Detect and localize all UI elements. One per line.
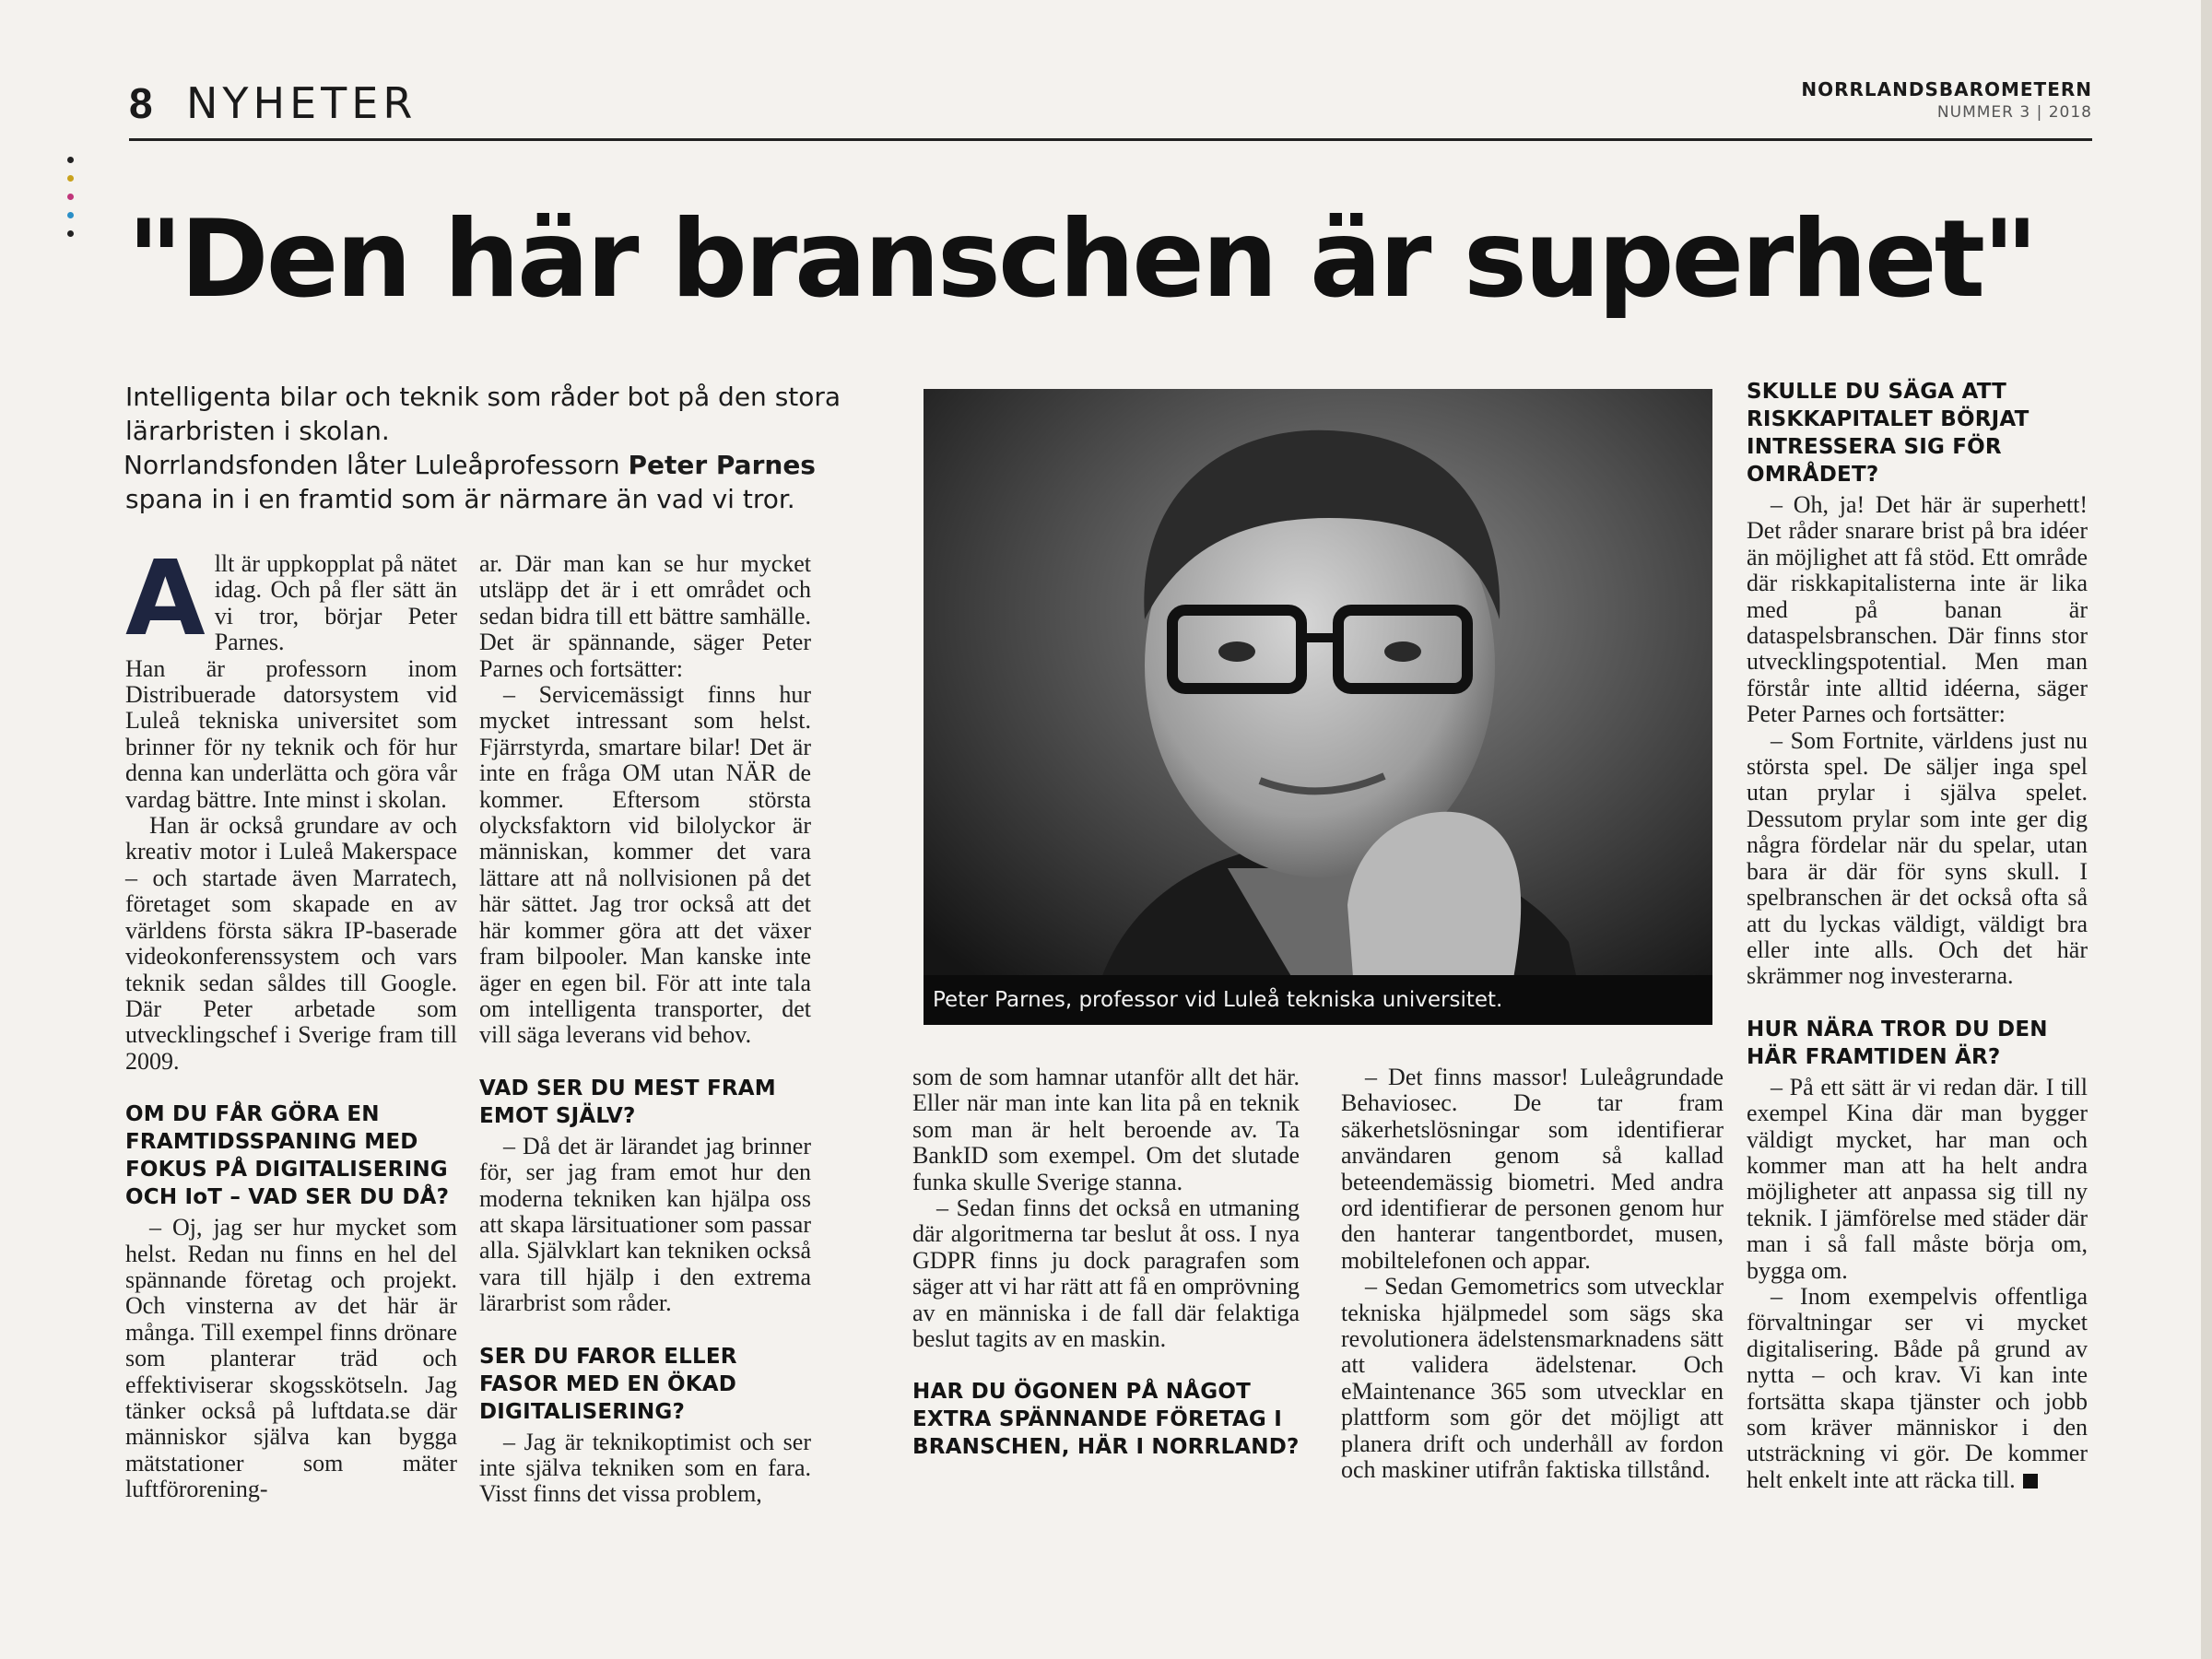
article-paragraph: – Servicemässigt finns hur mycket intressant som helst. Fjärrstyrda, smartare bilar! Det är inte en fråga OM utan NÄR de kommer. Eftersom största olycksfaktorn vid bilolyckor är människan, kommer det vara lättare att nå nollvisionen på det här sättet. Jag tror också att det här kommer göra att det växer fram bilpooler. Man kanske inte äger en egen bil. För att inte tala om intelligenta transporter, det vill säga leverans vid behov.: [479, 681, 811, 1049]
article-paragraph: [125, 539, 457, 659]
interview-answer: – Som Fortnite, världens just nu största spel. De säljer inga spel utan prylar i själva spelet. Dessutom prylar som inte ger dig några fördelar när du spelar, utan bara är där för syns skull. I spelbranschen är det också ofta så att du lyckas väldigt, väldigt bra eller inte alls. Och det här skrämmer nog investerarna.: [1747, 726, 2088, 990]
registration-dot: [67, 230, 74, 237]
interview-answer: – På ett sätt är vi redan där. I till exempel Kina där man bygger väldigt mycket, har man och kommer man att ha helt andra möjligheter att anpassa sig till ny teknik. I jämförelse med städer där man i så fall måste börja om, bygga om.: [1747, 1073, 2088, 1284]
interview-question: OM DU FÅR GÖRA EN FRAMTIDSSPANING MED FOKUS PÅ DIGITALISERING OCH IoT – VAD SER DU DÅ?: [125, 1102, 450, 1210]
intro-text: llt är uppkopplat på nätet idag. Och på fler sätt än vi tror, börjar Peter Parnes.: [214, 550, 457, 656]
interview-answer: – Sedan Gemometrics som utvecklar tekniska hjälpmedel som sägs ska revolutionera ädelstensmarknadens sätt att validera ädelstenar. Och eMaintenance 365 som utvecklar en plattform som gör det möjligt att planera drift och underhåll av fordon och maskiner utifrån faktiska tillstånd.: [1341, 1273, 1724, 1484]
registration-dot: [67, 175, 74, 182]
interview-question: SER DU FAROR ELLER FASOR MED EN ÖKAD DIGITALISERING?: [479, 1344, 737, 1424]
article-paragraph: – Sedan finns det också en utmaning där algoritmerna tar beslut åt oss. I nya GDPR finns ju dock paragrafen som säger att vi har rätt att få en omprövning av en människa i de fall där felaktiga beslut tagits av en maskin.: [912, 1194, 1300, 1353]
answer-text: – Inom exempelvis offentliga förvaltningar ser vi mycket digitalisering. Både på grund av nytta – och krav. Vi kan inte fortsätta skapa tjänster och jobb som kräver människor i den utsträckning vi gör. De kommer helt enkelt inte att räcka till.: [1747, 1282, 2088, 1493]
registration-dot: [67, 212, 74, 218]
dropcap: A: [125, 539, 206, 659]
article-column-3: [912, 1065, 1300, 1465]
article-paragraph: som de som hamnar utanför allt det här. Eller när man inte kan lita på en teknik som man är helt beroende av. Ta BankID som exempel. Om det slutade funka skulle Sverige stanna.: [912, 1064, 1300, 1195]
interview-question: SKULLE DU SÄGA ATT RISKKAPITALET BÖRJAT INTRESSERA SIG FÖR OMRÅDET?: [1747, 380, 2030, 487]
lede-line-2: [125, 448, 890, 516]
article-paragraph: ar. Där man kan se hur mycket utsläpp det är i ett området och sedan bidra till ett bättre samhälle. Det är spännande, säger Peter Parnes och fortsätter:: [479, 550, 811, 682]
lede-person-name: Peter Parnes: [628, 450, 816, 480]
page-number: 8: [129, 79, 153, 127]
photo-caption: Peter Parnes, professor vid Luleå tekniska universitet.: [924, 975, 1712, 1025]
end-of-article-mark: [2023, 1474, 2038, 1488]
interview-question: VAD SER DU MEST FRAM EMOT SJÄLV?: [479, 1076, 776, 1128]
lede-line-1: Intelligenta bilar och teknik som råder bot på den stora lärarbristen i skolan.: [125, 382, 841, 446]
registration-dot: [67, 157, 74, 163]
page-header: [129, 76, 2092, 141]
article-paragraph: Han är professorn inom Distribuerade datorsystem vid Luleå tekniska universitet som brinner för ny teknik och för hur denna kan underlätta och göra vår vardag bättre. Inte minst i skolan.: [125, 654, 457, 813]
newspaper-masthead: [1801, 77, 2092, 124]
interview-answer: [1747, 1284, 2088, 1493]
issue-info: NUMMER 3 | 2018: [1936, 103, 2092, 122]
article-column-1: [125, 539, 457, 1503]
interview-answer: – Det finns massor! Luleågrundade Behaviosec. De tar fram säkerhetslösningar som identifierar användaren genom så kallad beteendemässig biometri. Med andra ord identifierar de personen genom hur den hanterar tangentbordet, musen, mobiltelefonen och appar.: [1341, 1064, 1724, 1274]
section-label: NYHETER: [186, 78, 418, 128]
interview-question: HUR NÄRA TROR DU DEN HÄR FRAMTIDEN ÄR?: [1747, 1017, 2048, 1069]
article-column-2: [479, 551, 811, 1508]
article-paragraph: Han är också grundare av och kreativ motor i Luleå Makerspace – och startade även Marratech, företaget som skapade en av världens första säkra IP-baserade videokonferenssystem och vars teknik sedan såldes till Google. Där Peter arbetade som utvecklingschef i Sverige fram till 2009.: [125, 812, 457, 1075]
article-column-4: [1341, 1065, 1724, 1484]
interview-answer: – Oh, ja! Det här är superhett! Det råder snarare brist på bra idéer än möjlighet att få stöd. Ett område där riskkapitalisterna inte är lika med på banan är dataspelsbranschen. Där finns stor utvecklingspotential. Men man förstår inte alltid idéerna, säger Peter Parnes och fortsätter:: [1747, 491, 2088, 728]
interview-answer: – Då det är lärandet jag brinner för, ser jag fram emot hur den moderna tekniken kan hjälpa oss att skapa lärsituationer som passar alla. Självklart kan tekniken också vara till hjälp i den extrema lärarbrist som råder.: [479, 1132, 811, 1317]
interview-question: HAR DU ÖGONEN PÅ NÅGOT EXTRA SPÄNNANDE FÖRETAG I BRANSCHEN, HÄR I NORRLAND?: [912, 1380, 1300, 1460]
lede-text: Norrlandsfonden låter Luleåprofessorn: [124, 450, 629, 480]
interview-answer: – Jag är teknikoptimist och ser inte själva tekniken som en fara. Visst finns det vissa problem,: [479, 1428, 811, 1508]
article-column-5: [1747, 378, 2088, 1493]
registration-dot: [67, 194, 74, 200]
print-registration-dots: [67, 157, 76, 249]
lede: [125, 380, 890, 516]
newspaper-name: NORRLANDSBAROMETERN: [1801, 78, 2092, 100]
portrait-illustration: [924, 389, 1712, 1025]
headline: "Den här branschen är superhet": [127, 197, 2036, 322]
interview-answer: – Oj, jag ser hur mycket som helst. Redan nu finns en hel del spännande företag och projekt. Och vinsterna av det här är många. Till exempel finns drönare som planterar träd och effektiviserar skogsskötseln. Jag tänker också på luftdata.se där människor själva kan bygga mätstationer som mäter luftförorening-: [125, 1214, 457, 1503]
portrait-photo: [924, 389, 1712, 1025]
lede-text: spana in i en framtid som är närmare än vad vi tror.: [125, 484, 795, 514]
